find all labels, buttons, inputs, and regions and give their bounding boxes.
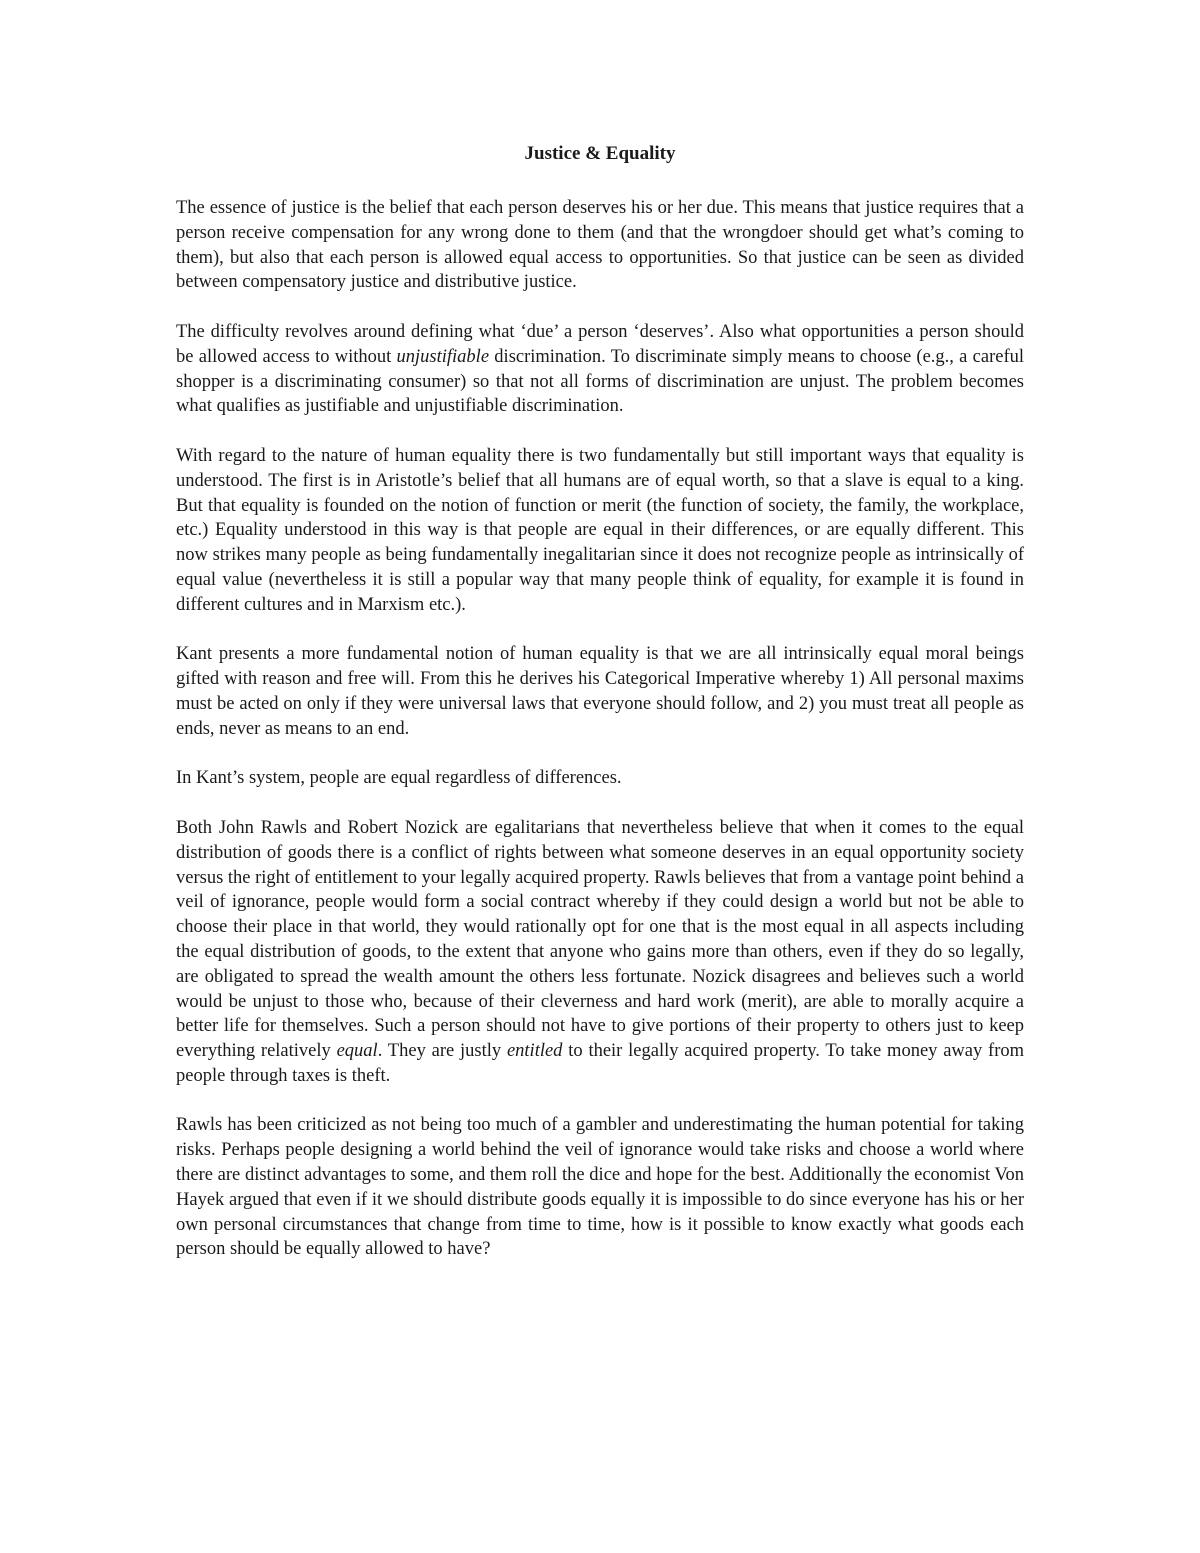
emphasis-equal: equal <box>336 1041 378 1062</box>
paragraph-text: Both John Rawls and Robert Nozick are egalitarians that nevertheless believe that when it comes to the equal distribution of goods there is a conflict of rights between what someone deserves in an equal opportunity society versus the right of entitlement to your legally acquired property. Rawls believes that from a vantage point behind a veil of ignorance, people would form a social contract whereby if they could design a world but not be able to choose their place in that world, they would rationally opt for one that is the most equal in all aspects including the equal distribution of goods, to the extent that anyone who gains more than others, even if they do so legally, are obligated to spread the wealth amount the others less fortunate. Nozick disagrees and believes such a world would be unjust to those who, because of their cleverness and hard work (merit), are able to morally acquire a better life for themselves. Such a person should not have to give portions of their property to others just to keep everything relatively <box>176 817 1025 1062</box>
paragraph-justice-essence: The essence of justice is the belief that each person deserves his or her due. This means that justice requires that a person receive compensation for any wrong done to them (and that the wrongdoer should get what’s coming to them), but also that each person is allowed equal access to opportunities. So that justice can be seen as divided between compensatory justice and distributive justice. <box>176 198 1024 293</box>
emphasis-entitled: entitled <box>506 1041 563 1062</box>
paragraph-kant-equality: Kant presents a more fundamental notion of human equality is that we are all intrinsically equal moral beings gifted with reason and free will. From this he derives his Categorical Imperative whereby 1) All personal maxims must be acted on only if they were universal laws that everyone should follow, and 2) you must treat all people as ends, never as means to an end. <box>176 644 1024 739</box>
paragraph-kant-system: In Kant’s system, people are equal regardless of differences. <box>176 768 622 789</box>
paragraph-text: The difficulty revolves around defining what ‘due’ a person ‘deserves’. Also what opportunities a person should be allowed access to without <box>176 321 1024 367</box>
paragraph-rawls-criticism: Rawls has been criticized as not being too much of a gambler and underestimating the human potential for taking risks. Perhaps people designing a world behind the veil of ignorance would take risks and choose a world where there are distinct advantages to some, and them roll the dice and hope for the best. Additionally the economist Von Hayek argued that even if it we should distribute goods equally it is impossible to do since everyone has his or her own personal circumstances that change from time to time, how is it possible to know exactly what goods each person should be equally allowed to have? <box>176 1115 1024 1260</box>
paragraph-text: . They are justly <box>377 1041 507 1062</box>
paragraph-text: discrimination. To discriminate simply means to choose (e.g., a careful shopper is a discriminating consumer) so that not all forms of discrimination are unjust. The problem becomes what qualifies as justifiable and unjustifiable discrimination. <box>176 346 1025 417</box>
paragraph-discrimination <box>176 320 1024 419</box>
document-title: Justice & Equality <box>524 143 676 164</box>
paragraph-aristotle-equality: With regard to the nature of human equality there is two fundamentally but still important ways that equality is understood. The first is in Aristotle’s belief that all humans are of equal worth, so that a slave is equal to a king. But that equality is founded on the notion of function or merit (the function of society, the family, the workplace, etc.) Equality understood in this way is that people are equal in their differences, or are equally different. This now strikes many people as being fundamentally inegalitarian since it does not recognize people as intrinsically of equal value (nevertheless it is still a popular way that many people think of equality, for example it is found in different cultures and in Marxism etc.). <box>176 445 1024 615</box>
paragraph-rawls-nozick <box>176 816 1024 1089</box>
paragraph-text: to their legally acquired property. To take money away from people through taxes is theft. <box>176 1041 1025 1086</box>
emphasis-unjustifiable: unjustifiable <box>396 346 490 367</box>
document-body <box>176 196 1024 1262</box>
